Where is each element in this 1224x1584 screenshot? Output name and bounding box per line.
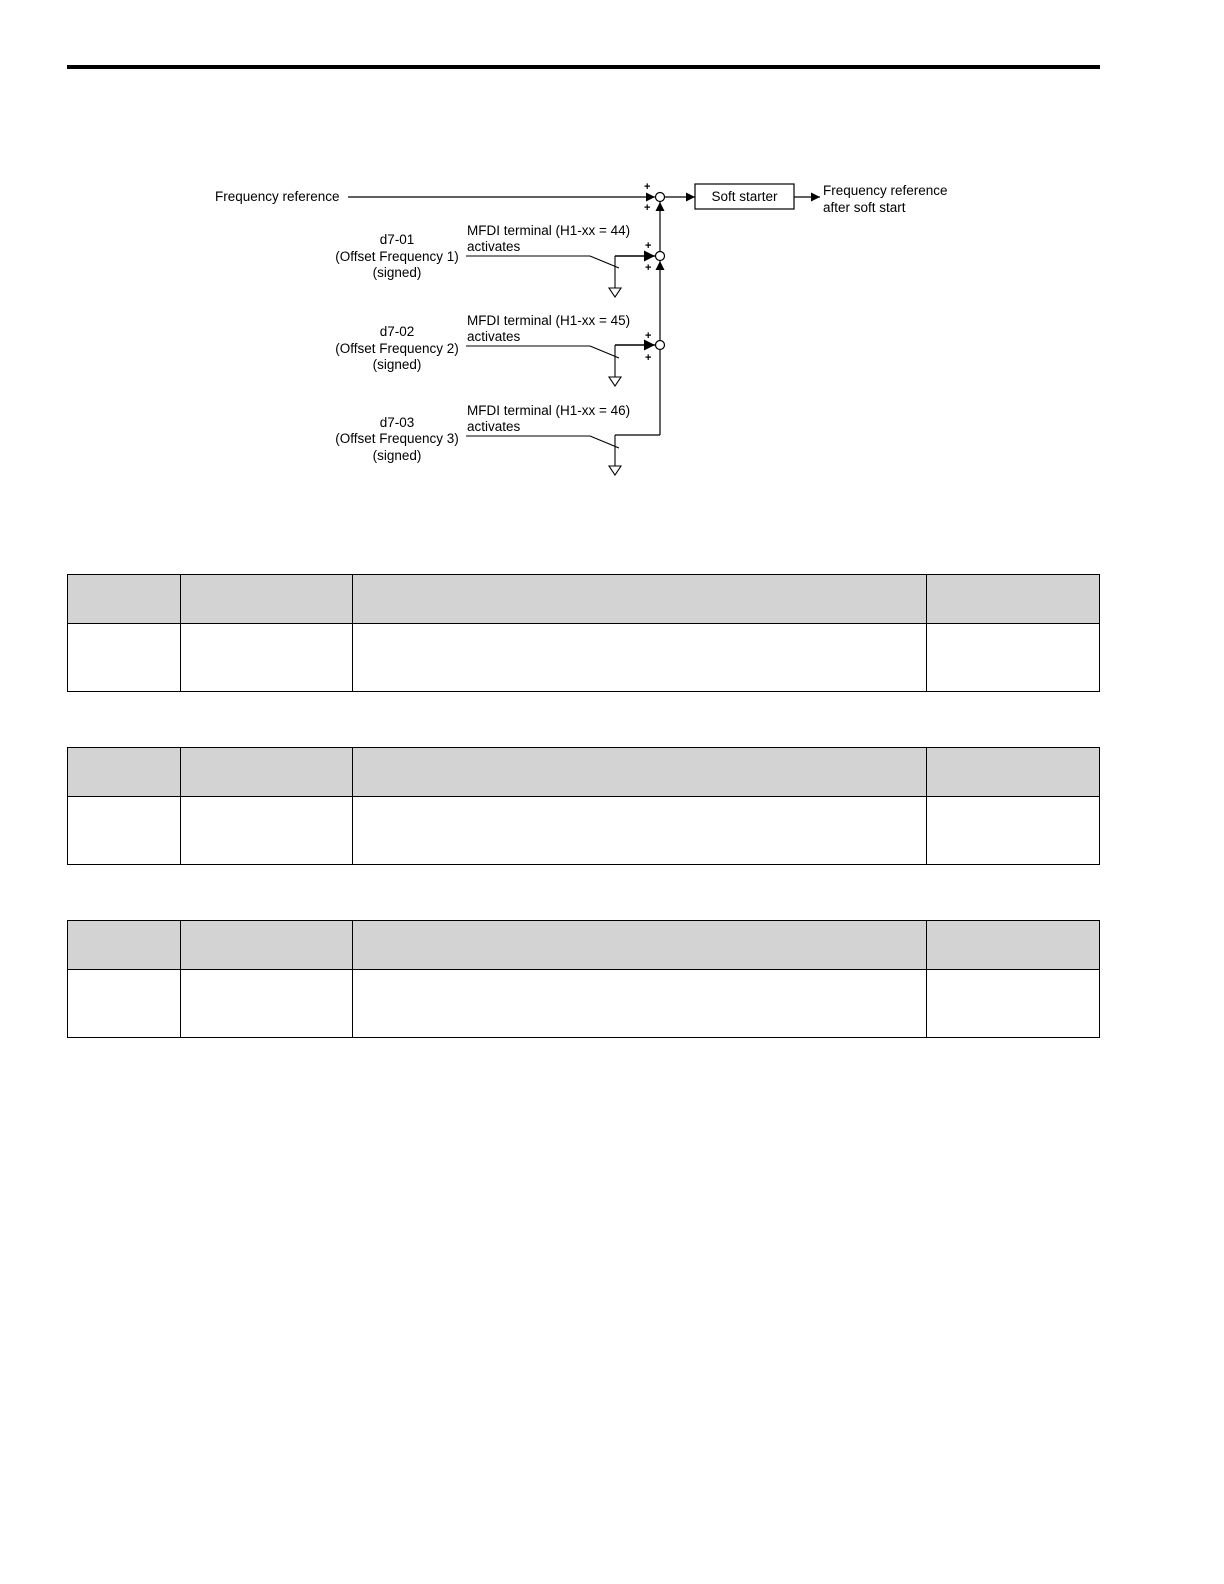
parameter-table-1 bbox=[67, 574, 1100, 692]
offset3-switch bbox=[466, 435, 621, 475]
output-label-line1: Frequency reference bbox=[823, 183, 948, 198]
offset1-code: d7-01 bbox=[379, 232, 415, 247]
table-cell bbox=[926, 624, 1099, 692]
header-cell bbox=[353, 575, 927, 624]
header-cell bbox=[68, 748, 181, 797]
header-cell bbox=[68, 921, 181, 970]
table-cell bbox=[68, 797, 181, 865]
table-header-row bbox=[68, 575, 1100, 624]
parameter-table-3 bbox=[67, 920, 1100, 1038]
offset-frequency-block-diagram bbox=[0, 0, 1224, 520]
header-cell bbox=[181, 921, 353, 970]
table-header-row bbox=[68, 921, 1100, 970]
offset2-name: (Offset Frequency 2) bbox=[335, 341, 459, 356]
offset3-activates: activates bbox=[467, 419, 521, 434]
summing-junction-2 bbox=[656, 252, 665, 261]
offset3-name: (Offset Frequency 3) bbox=[335, 431, 459, 446]
parameter-table-2 bbox=[67, 747, 1100, 865]
sign-plus: + bbox=[644, 181, 651, 193]
table-row bbox=[68, 797, 1100, 865]
table-cell bbox=[353, 970, 927, 1038]
table-cell bbox=[181, 624, 353, 692]
summing-junction-3 bbox=[656, 341, 665, 350]
offset2-code: d7-02 bbox=[379, 324, 415, 339]
table-cell bbox=[181, 797, 353, 865]
table-cell bbox=[68, 624, 181, 692]
table-cell bbox=[181, 970, 353, 1038]
header-cell bbox=[353, 748, 927, 797]
sign-plus: + bbox=[644, 202, 651, 214]
header-cell bbox=[926, 921, 1099, 970]
header-cell bbox=[181, 575, 353, 624]
header-cell bbox=[926, 575, 1099, 624]
sign-plus: + bbox=[645, 352, 652, 364]
header-cell bbox=[353, 921, 927, 970]
offset1-switch bbox=[466, 256, 621, 297]
sign-plus: + bbox=[645, 240, 652, 252]
header-cell bbox=[181, 748, 353, 797]
offset2-terminal: MFDI terminal (H1-xx = 45) bbox=[467, 313, 631, 328]
table-cell bbox=[68, 970, 181, 1038]
sign-plus: + bbox=[645, 262, 652, 274]
offset1-terminal: MFDI terminal (H1-xx = 44) bbox=[467, 223, 631, 238]
header-cell bbox=[926, 748, 1099, 797]
offset1-activates: activates bbox=[467, 239, 521, 254]
output-label-line2: after soft start bbox=[823, 200, 906, 215]
table-header-row bbox=[68, 748, 1100, 797]
input-label: Frequency reference bbox=[215, 189, 340, 204]
table-row bbox=[68, 624, 1100, 692]
offset3-code: d7-03 bbox=[379, 415, 415, 430]
header-cell bbox=[68, 575, 181, 624]
offset2-signed: (signed) bbox=[372, 357, 422, 372]
offset3-terminal: MFDI terminal (H1-xx = 46) bbox=[467, 403, 631, 418]
table-cell bbox=[353, 797, 927, 865]
offset3-signed: (signed) bbox=[372, 448, 422, 463]
soft-starter-label: Soft starter bbox=[711, 189, 778, 204]
summing-junction-1 bbox=[656, 193, 665, 202]
table-cell bbox=[353, 624, 927, 692]
offset2-switch bbox=[466, 345, 621, 386]
offset1-signed: (signed) bbox=[372, 265, 422, 280]
table-row bbox=[68, 970, 1100, 1038]
sign-plus: + bbox=[645, 330, 652, 342]
table-cell bbox=[926, 970, 1099, 1038]
offset2-activates: activates bbox=[467, 329, 521, 344]
offset1-name: (Offset Frequency 1) bbox=[335, 249, 459, 264]
table-cell bbox=[926, 797, 1099, 865]
